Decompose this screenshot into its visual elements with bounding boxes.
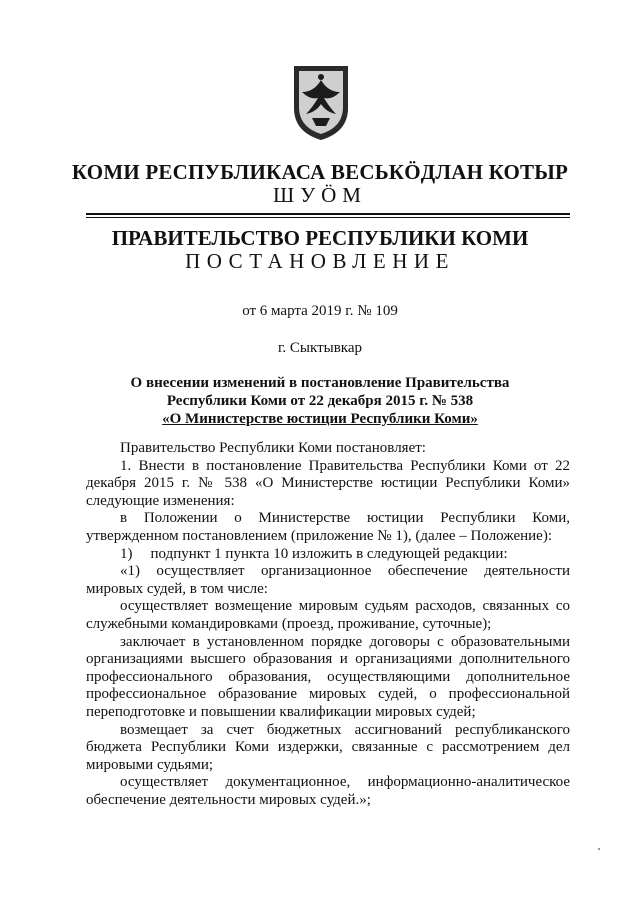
paragraph-contracts: заключает в установленном порядке договоры с образовательными организациями высшего образования и организациями дополнительного профессионального образования, осуществляющими дополнительное профессиональное образование мировых судей, о профессиональной переподготовке и повышении квалификации мировых судей; (86, 633, 570, 720)
document-subject (0, 374, 640, 428)
document-type: ПОСТАНОВЛЕНИЕ (185, 249, 455, 273)
header-divider-thick (86, 213, 570, 215)
government-title: ПРАВИТЕЛЬСТВО РЕСПУБЛИКИ КОМИ (111, 226, 529, 250)
subject-line-1: О внесении изменений в постановление Правительства (130, 375, 510, 391)
subitem-text: подпункт 1 пункта 10 изложить в следующей редакции: (150, 545, 508, 562)
document-body (86, 440, 570, 809)
paragraph-costs: возмещает за счет бюджетных ассигнований республиканского бюджета Республики Коми издержки, связанные с рассмотрением дел мировыми судьями; (86, 721, 570, 773)
document-city: г. Сыктывкар (277, 340, 363, 356)
scan-speck (598, 848, 600, 850)
coat-of-arms-icon (290, 62, 352, 142)
subject-line-3: «О Министерстве юстиции Республики Коми» (162, 411, 478, 427)
paragraph-preamble: Правительство Республики Коми постановляет: (120, 440, 426, 456)
paragraph-reimbursement: осуществляет возмещение мировым судьям расходов, связанных со служебными командировками (проезд, проживание, суточные); (86, 598, 570, 632)
header-divider-thin (86, 217, 570, 218)
paragraph-documentation: осуществляет документационное, информационно-аналитическое обеспечение деятельности мировых судей.»; (86, 774, 570, 808)
komi-subtitle: ШУӦМ (273, 183, 367, 207)
paragraph-item-1: 1. Внести в постановление Правительства Республики Коми от 22 декабря 2015 г. № 538 «О Министерстве юстиции Республики Коми» следующие изменения: (86, 457, 570, 509)
subject-line-2: Республики Коми от 22 декабря 2015 г. № 538 (166, 393, 474, 409)
paragraph-regulation: в Положении о Министерстве юстиции Республики Коми, утвержденном постановлением (приложение № 1), (далее – Положение): (86, 510, 570, 544)
document-date: от 6 марта 2019 г. № 109 (242, 303, 398, 319)
paragraph-new-wording: «1) осуществляет организационное обеспечение деятельности мировых судей, в том числе: (86, 563, 570, 597)
komi-title: КОМИ РЕСПУБЛИКАСА ВЕСЬКӦДЛАН КОТЫР (71, 160, 569, 184)
paragraph-subitem-1 (86, 546, 570, 564)
subitem-number: 1) (120, 545, 133, 562)
